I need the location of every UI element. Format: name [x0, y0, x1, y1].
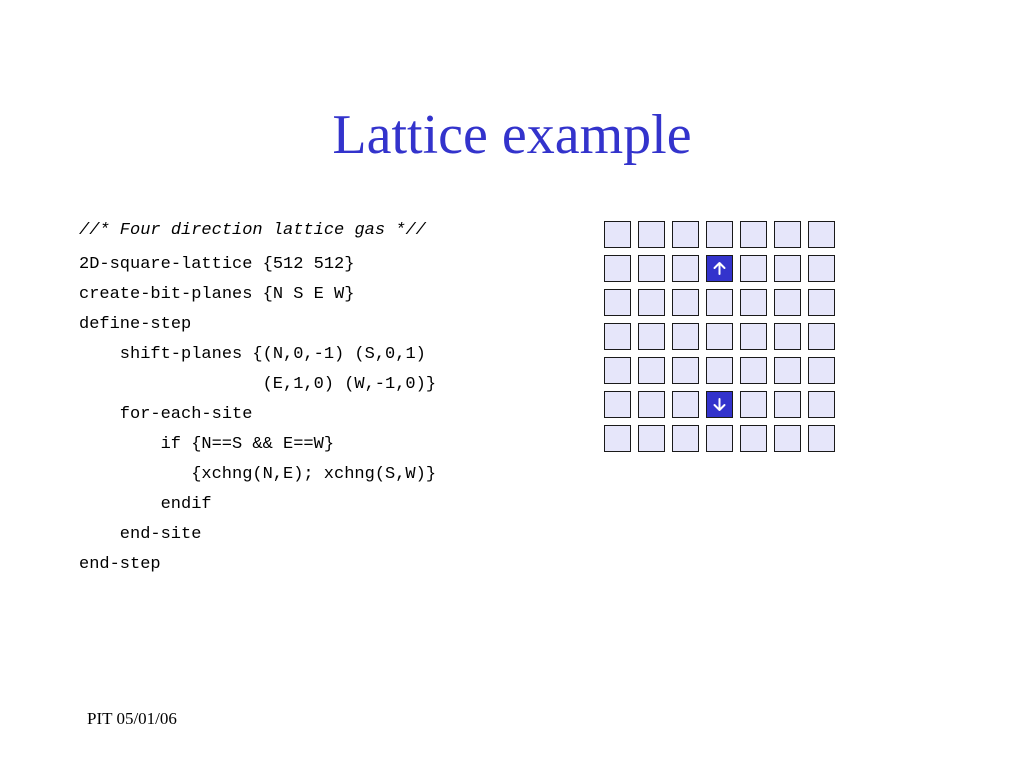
lattice-cell: [706, 323, 733, 350]
code-line: {xchng(N,E); xchng(S,W)}: [191, 465, 437, 484]
slide-title: Lattice example: [332, 104, 692, 166]
lattice-cell: [672, 425, 699, 452]
lattice-cell: [638, 221, 665, 248]
lattice-cell: [808, 323, 835, 350]
code-line: shift-planes {(N,0,-1) (S,0,1): [119, 345, 426, 364]
lattice-cell: [740, 357, 767, 384]
lattice-cell: [740, 221, 767, 248]
lattice-cell: [808, 255, 835, 282]
code-listing: [79, 216, 436, 580]
lattice-cell: [774, 255, 801, 282]
code-line: define-step: [79, 315, 192, 334]
lattice-cell: [672, 255, 699, 282]
lattice-cell: [672, 323, 699, 350]
lattice-cell: [638, 289, 665, 316]
code-line: end-site: [119, 525, 202, 544]
lattice-cell: [740, 323, 767, 350]
lattice-cell: [672, 289, 699, 316]
lattice-cell: [774, 391, 801, 418]
arrow-down-icon: [712, 397, 727, 412]
lattice-cell: [638, 357, 665, 384]
lattice-cell: [774, 357, 801, 384]
arrow-up-icon: [712, 261, 727, 276]
lattice-cell: [604, 255, 631, 282]
code-line: if {N==S && E==W}: [160, 435, 335, 454]
lattice-cell: [808, 357, 835, 384]
code-line: 2D-square-lattice {512 512}: [79, 255, 355, 274]
lattice-cell: [706, 425, 733, 452]
lattice-cell: [638, 391, 665, 418]
lattice-cell: [638, 255, 665, 282]
lattice-cell: [672, 391, 699, 418]
lattice-cell: [672, 221, 699, 248]
lattice-cell: [740, 425, 767, 452]
lattice-cell: [808, 289, 835, 316]
lattice-grid: [604, 221, 835, 452]
lattice-cell: [604, 289, 631, 316]
code-line: endif: [160, 495, 212, 514]
code-lines: [79, 250, 436, 580]
lattice-cell: [604, 391, 631, 418]
lattice-cell: [740, 255, 767, 282]
lattice-cell: [774, 221, 801, 248]
lattice-cell: [808, 221, 835, 248]
lattice-cell: [774, 425, 801, 452]
lattice-cell: [604, 323, 631, 350]
code-line: for-each-site: [119, 405, 253, 424]
slide-footer: PIT 05/01/06: [87, 709, 177, 728]
lattice-cell: [672, 357, 699, 384]
lattice-cell: [808, 391, 835, 418]
lattice-cell: [706, 289, 733, 316]
lattice-cell-active: [706, 391, 733, 418]
lattice-cell: [604, 357, 631, 384]
lattice-cell: [604, 425, 631, 452]
code-line: create-bit-planes {N S E W}: [79, 285, 355, 304]
code-line: (E,1,0) (W,-1,0)}: [262, 375, 437, 394]
lattice-cell: [740, 391, 767, 418]
lattice-cell: [706, 357, 733, 384]
lattice-cell-active: [706, 255, 733, 282]
lattice-cell: [774, 323, 801, 350]
lattice-cell: [638, 323, 665, 350]
lattice-cell: [808, 425, 835, 452]
lattice-cell: [706, 221, 733, 248]
code-comment: //* Four direction lattice gas *//: [79, 221, 426, 240]
code-line: end-step: [79, 555, 161, 574]
lattice-cell: [638, 425, 665, 452]
lattice-cell: [774, 289, 801, 316]
lattice-cell: [740, 289, 767, 316]
lattice-cell: [604, 221, 631, 248]
